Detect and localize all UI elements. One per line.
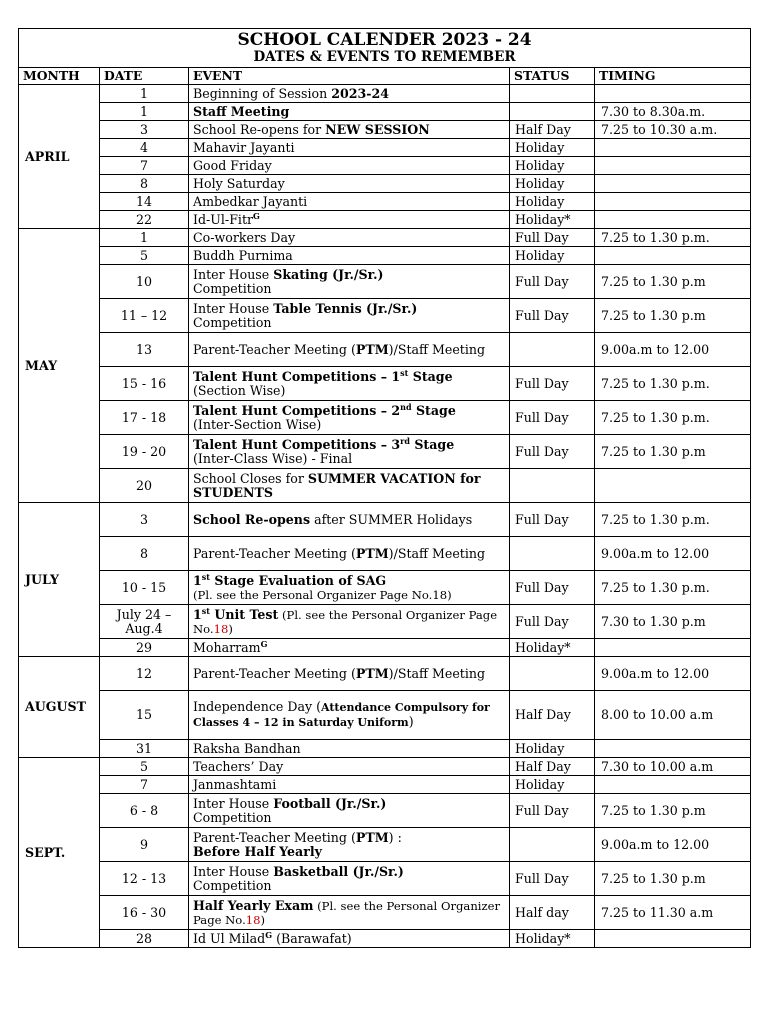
event-cell: [189, 862, 510, 896]
table-row: [19, 503, 751, 537]
event-text: Before Half Yearly: [193, 843, 322, 859]
date-cell: 16 - 30: [100, 896, 189, 930]
table-row: [19, 605, 751, 639]
event-cell: [189, 794, 510, 828]
event-cell: [189, 121, 510, 139]
event-text: G: [253, 210, 260, 221]
table-row: [19, 367, 751, 401]
status-cell: Holiday: [510, 776, 595, 794]
event-cell: [189, 657, 510, 691]
event-text: Talent Hunt Competitions – 1: [193, 368, 401, 384]
event-text: Attendance Compulsory for Classes 4 – 12 in Saturday Uniform: [193, 701, 490, 729]
event-text: Stage: [409, 436, 455, 452]
event-text: )/Staff Meeting: [388, 665, 486, 681]
timing-cell: 7.25 to 1.30 p.m.: [595, 503, 751, 537]
date-cell: 3: [100, 503, 189, 537]
status-cell: Half day: [510, 896, 595, 930]
event-cell: [189, 175, 510, 193]
timing-cell: 9.00a.m to 12.00: [595, 828, 751, 862]
status-cell: Holiday*: [510, 930, 595, 948]
event-text: Skating (Jr./Sr.): [273, 266, 384, 282]
date-cell: 12: [100, 657, 189, 691]
event-text: Parent-Teacher Meeting (: [193, 545, 356, 561]
month-cell: AUGUST: [19, 657, 100, 758]
column-header-date: DATE: [100, 68, 189, 85]
event-cell: [189, 740, 510, 758]
table-row: [19, 469, 751, 503]
date-cell: 1: [100, 103, 189, 121]
event-text: after SUMMER Holidays: [310, 511, 473, 527]
event-text: 18: [245, 912, 261, 927]
table-row: [19, 401, 751, 435]
calendar-body: [19, 85, 751, 948]
timing-cell: [595, 85, 751, 103]
event-text: Table Tennis (Jr./Sr.): [273, 300, 418, 316]
status-cell: Holiday: [510, 193, 595, 211]
date-cell: 22: [100, 211, 189, 229]
table-row: [19, 85, 751, 103]
status-cell: Full Day: [510, 794, 595, 828]
status-cell: Full Day: [510, 862, 595, 896]
date-cell: 29: [100, 639, 189, 657]
table-row: [19, 435, 751, 469]
page-title: SCHOOL CALENDER 2023 - 24: [237, 30, 532, 50]
table-row: [19, 828, 751, 862]
date-cell: 3: [100, 121, 189, 139]
event-text: Raksha Bandhan: [193, 740, 301, 756]
event-text: Id Ul Milad: [193, 930, 266, 946]
timing-cell: [595, 175, 751, 193]
event-text: st: [201, 605, 210, 616]
status-cell: Holiday*: [510, 639, 595, 657]
event-text: )/Staff Meeting: [388, 545, 486, 561]
title-block: [19, 29, 751, 68]
status-cell: [510, 85, 595, 103]
table-row: [19, 691, 751, 740]
event-text: G: [265, 929, 273, 940]
calendar-table: [18, 28, 751, 948]
event-cell: [189, 401, 510, 435]
event-text: NEW SESSION: [325, 121, 430, 137]
event-cell: [189, 758, 510, 776]
date-cell: 7: [100, 776, 189, 794]
date-cell: 9: [100, 828, 189, 862]
timing-cell: 7.25 to 10.30 a.m.: [595, 121, 751, 139]
table-row: [19, 211, 751, 229]
timing-cell: [595, 776, 751, 794]
timing-cell: 9.00a.m to 12.00: [595, 333, 751, 367]
status-cell: Full Day: [510, 435, 595, 469]
event-text: (Inter-Class Wise) - Final: [193, 450, 353, 466]
status-cell: Full Day: [510, 367, 595, 401]
event-cell: [189, 896, 510, 930]
status-cell: Full Day: [510, 299, 595, 333]
event-cell: [189, 85, 510, 103]
date-cell: 5: [100, 247, 189, 265]
event-cell: [189, 691, 510, 740]
event-text: SUMMER VACATION for STUDENTS: [193, 470, 481, 500]
event-text: PTM: [355, 665, 389, 681]
table-row: [19, 265, 751, 299]
event-cell: [189, 229, 510, 247]
table-row: [19, 930, 751, 948]
timing-cell: [595, 247, 751, 265]
event-cell: [189, 299, 510, 333]
date-cell: 14: [100, 193, 189, 211]
table-row: [19, 103, 751, 121]
event-text: Buddh Purnima: [193, 247, 293, 263]
date-cell: 1: [100, 85, 189, 103]
event-cell: [189, 605, 510, 639]
event-text: 1: [193, 606, 202, 622]
event-text: st: [201, 571, 210, 582]
table-row: [19, 175, 751, 193]
table-row: [19, 758, 751, 776]
table-row: [19, 193, 751, 211]
status-cell: Full Day: [510, 503, 595, 537]
event-cell: [189, 571, 510, 605]
event-cell: [189, 828, 510, 862]
status-cell: [510, 103, 595, 121]
event-text: Inter House: [193, 795, 274, 811]
event-cell: [189, 537, 510, 571]
table-row: [19, 657, 751, 691]
event-text: (Pl. see the Personal Organizer Page No.: [193, 607, 498, 636]
status-cell: [510, 828, 595, 862]
status-cell: Full Day: [510, 229, 595, 247]
event-cell: [189, 367, 510, 401]
table-row: [19, 537, 751, 571]
event-text: Staff Meeting: [193, 103, 290, 119]
timing-cell: 7.25 to 1.30 p.m.: [595, 229, 751, 247]
date-cell: 19 - 20: [100, 435, 189, 469]
table-row: [19, 896, 751, 930]
timing-cell: 7.25 to 1.30 p.m: [595, 862, 751, 896]
event-cell: [189, 103, 510, 121]
event-text: G: [260, 638, 268, 649]
event-text: Parent-Teacher Meeting (: [193, 829, 356, 845]
date-cell: 31: [100, 740, 189, 758]
date-cell: 8: [100, 175, 189, 193]
event-text: ): [260, 912, 266, 927]
table-row: [19, 157, 751, 175]
date-cell: 28: [100, 930, 189, 948]
month-cell: APRIL: [19, 85, 100, 229]
event-cell: [189, 265, 510, 299]
table-row: [19, 247, 751, 265]
status-cell: Full Day: [510, 401, 595, 435]
timing-cell: 7.25 to 1.30 p.m.: [595, 571, 751, 605]
event-text: )/Staff Meeting: [388, 341, 486, 357]
event-text: Independence Day (: [193, 699, 321, 714]
timing-cell: 7.25 to 1.30 p.m.: [595, 367, 751, 401]
event-cell: [189, 930, 510, 948]
timing-cell: [595, 139, 751, 157]
table-row: [19, 794, 751, 828]
event-text: Competition: [193, 314, 272, 330]
timing-cell: [595, 469, 751, 503]
timing-cell: [595, 193, 751, 211]
status-cell: Half Day: [510, 121, 595, 139]
event-text: Teachers’ Day: [193, 758, 284, 774]
date-cell: 20: [100, 469, 189, 503]
date-cell: 6 - 8: [100, 794, 189, 828]
table-row: [19, 571, 751, 605]
timing-cell: [595, 740, 751, 758]
event-text: PTM: [355, 341, 389, 357]
table-row: [19, 862, 751, 896]
date-cell: 12 - 13: [100, 862, 189, 896]
status-cell: [510, 537, 595, 571]
event-text: Co-workers Day: [193, 229, 296, 245]
status-cell: [510, 657, 595, 691]
event-cell: [189, 211, 510, 229]
table-row: [19, 139, 751, 157]
table-row: [19, 740, 751, 758]
timing-cell: [595, 157, 751, 175]
table-row: [19, 229, 751, 247]
event-cell: [189, 435, 510, 469]
timing-cell: 7.25 to 1.30 p.m: [595, 435, 751, 469]
event-cell: [189, 247, 510, 265]
status-cell: Holiday: [510, 157, 595, 175]
status-cell: Holiday*: [510, 211, 595, 229]
event-text: (Barawafat): [272, 930, 352, 946]
event-text: Inter House: [193, 863, 274, 879]
event-text: Inter House: [193, 300, 274, 316]
month-cell: MAY: [19, 229, 100, 503]
status-cell: Full Day: [510, 571, 595, 605]
timing-cell: 9.00a.m to 12.00: [595, 657, 751, 691]
timing-cell: 7.30 to 1.30 p.m: [595, 605, 751, 639]
column-header-row: [19, 68, 751, 85]
event-text: ) :: [388, 829, 402, 845]
event-text: Id-Ul-Fitr: [193, 211, 254, 227]
column-header-month: MONTH: [19, 68, 100, 85]
date-cell: 4: [100, 139, 189, 157]
event-text: School Closes for: [193, 470, 308, 486]
table-row: [19, 776, 751, 794]
date-cell: 10 - 15: [100, 571, 189, 605]
event-text: (Pl. see the Personal Organizer Page No.18): [193, 587, 452, 602]
event-text: Basketball (Jr./Sr.): [273, 863, 404, 879]
event-text: rd: [400, 435, 410, 446]
event-text: Unit Test: [209, 606, 279, 622]
month-cell: SEPT.: [19, 758, 100, 948]
event-text: Holy Saturday: [193, 175, 285, 191]
status-cell: Full Day: [510, 605, 595, 639]
event-text: Talent Hunt Competitions – 3: [193, 436, 401, 452]
event-text: Football (Jr./Sr.): [273, 795, 387, 811]
date-cell: 5: [100, 758, 189, 776]
status-cell: Holiday: [510, 247, 595, 265]
event-text: PTM: [355, 829, 389, 845]
event-text: School Re-opens for: [193, 121, 326, 137]
month-cell: JULY: [19, 503, 100, 657]
event-text: 2023-24: [331, 85, 390, 101]
event-text: ): [228, 621, 233, 636]
date-cell: 13: [100, 333, 189, 367]
status-cell: Half Day: [510, 758, 595, 776]
timing-cell: [595, 930, 751, 948]
timing-cell: 9.00a.m to 12.00: [595, 537, 751, 571]
event-text: Talent Hunt Competitions – 2: [193, 402, 401, 418]
event-text: School Re-opens: [193, 511, 311, 527]
event-text: Good Friday: [193, 157, 272, 173]
event-text: Beginning of Session: [193, 85, 332, 101]
event-text: 18: [213, 621, 229, 636]
timing-cell: 7.30 to 10.00 a.m: [595, 758, 751, 776]
status-cell: [510, 469, 595, 503]
status-cell: Half Day: [510, 691, 595, 740]
event-text: PTM: [355, 545, 389, 561]
event-cell: [189, 639, 510, 657]
table-row: [19, 333, 751, 367]
event-text: Janmashtami: [193, 776, 277, 792]
date-cell: 15 - 16: [100, 367, 189, 401]
timing-cell: 7.25 to 1.30 p.m: [595, 299, 751, 333]
status-cell: Holiday: [510, 740, 595, 758]
event-text: (Pl. see the Personal Organizer Page No.: [193, 898, 501, 927]
timing-cell: [595, 211, 751, 229]
timing-cell: 7.30 to 8.30a.m.: [595, 103, 751, 121]
column-header-status: STATUS: [510, 68, 595, 85]
event-text: Competition: [193, 809, 272, 825]
event-text: Stage: [408, 368, 453, 384]
timing-cell: 7.25 to 1.30 p.m: [595, 794, 751, 828]
status-cell: Holiday: [510, 175, 595, 193]
event-text: Inter House: [193, 266, 274, 282]
event-cell: [189, 139, 510, 157]
status-cell: Full Day: [510, 265, 595, 299]
timing-cell: 7.25 to 1.30 p.m.: [595, 401, 751, 435]
calendar-document: [18, 28, 750, 948]
table-row: [19, 639, 751, 657]
date-cell: 11 – 12: [100, 299, 189, 333]
event-text: Ambedkar Jayanti: [193, 193, 308, 209]
event-text: ): [408, 714, 414, 729]
event-text: Mahavir Jayanti: [193, 139, 295, 155]
timing-cell: 7.25 to 1.30 p.m: [595, 265, 751, 299]
timing-cell: 8.00 to 10.00 a.m: [595, 691, 751, 740]
date-cell: 1: [100, 229, 189, 247]
date-cell: 7: [100, 157, 189, 175]
table-row: [19, 121, 751, 139]
event-text: Moharram: [193, 639, 261, 655]
column-header-timing: TIMING: [595, 68, 751, 85]
table-row: [19, 299, 751, 333]
column-header-event: EVENT: [189, 68, 510, 85]
date-cell: 17 - 18: [100, 401, 189, 435]
event-text: nd: [400, 401, 412, 412]
event-text: Half Yearly Exam: [193, 897, 314, 913]
event-cell: [189, 193, 510, 211]
event-text: st: [400, 367, 409, 378]
date-cell: 15: [100, 691, 189, 740]
event-cell: [189, 333, 510, 367]
status-cell: Holiday: [510, 139, 595, 157]
event-cell: [189, 157, 510, 175]
event-text: Competition: [193, 877, 272, 893]
event-cell: [189, 776, 510, 794]
event-text: Parent-Teacher Meeting (: [193, 665, 356, 681]
event-text: Stage: [411, 402, 456, 418]
event-text: Competition: [193, 280, 272, 296]
event-cell: [189, 469, 510, 503]
date-cell: July 24 – Aug.4: [100, 605, 189, 639]
date-cell: 10: [100, 265, 189, 299]
event-text: (Inter-Section Wise): [193, 416, 322, 432]
date-cell: 8: [100, 537, 189, 571]
event-text: Stage Evaluation of SAG: [209, 572, 387, 588]
event-text: Parent-Teacher Meeting (: [193, 341, 356, 357]
event-cell: [189, 503, 510, 537]
page-subtitle: DATES & EVENTS TO REMEMBER: [253, 49, 516, 65]
event-text: 1: [193, 572, 202, 588]
event-text: (Section Wise): [193, 382, 286, 398]
timing-cell: [595, 639, 751, 657]
status-cell: [510, 333, 595, 367]
timing-cell: 7.25 to 11.30 a.m: [595, 896, 751, 930]
